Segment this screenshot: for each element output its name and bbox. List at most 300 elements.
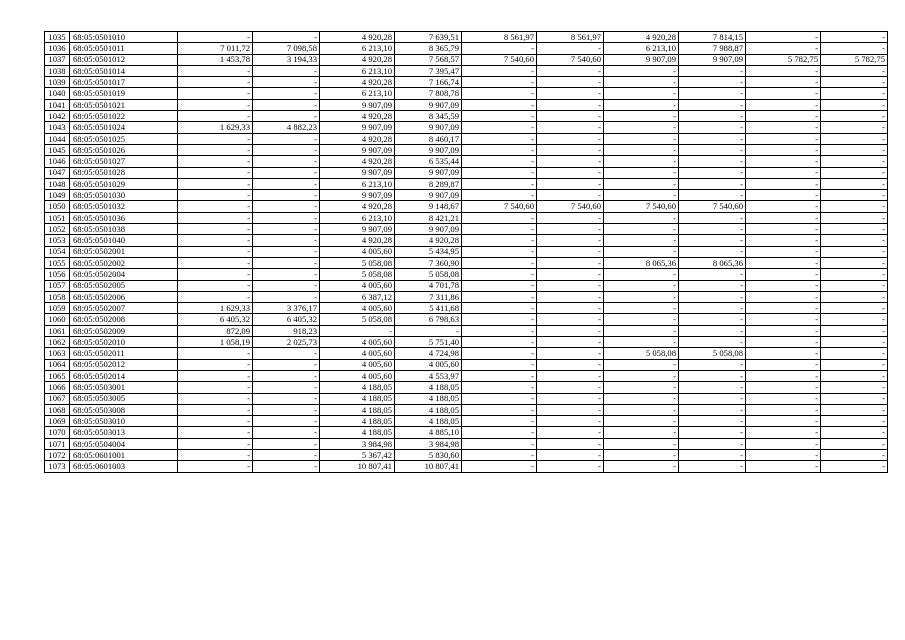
value-cell: - [537,359,604,370]
row-number-cell: 1065 [45,370,70,381]
value-cell: - [746,280,821,291]
cadastral-number-cell: 68:05:0503008 [70,404,178,415]
value-cell: - [821,461,888,472]
value-cell: - [537,99,604,110]
value-cell: - [746,190,821,201]
value-cell: 4 005,60 [320,303,395,314]
value-cell: 918,23 [253,325,320,336]
cadastral-number-cell: 68:05:0502011 [70,348,178,359]
value-cell: - [746,77,821,88]
table-row [45,167,888,178]
table-row [45,190,888,201]
table-row [45,348,888,359]
table-row [45,382,888,393]
value-cell: 4 005,60 [320,337,395,348]
value-cell: - [253,190,320,201]
cadastral-number-cell: 68:05:0501038 [70,224,178,235]
row-number-cell: 1041 [45,99,70,110]
row-number-cell: 1067 [45,393,70,404]
table-row [45,269,888,280]
value-cell: - [537,235,604,246]
value-cell: - [320,325,395,336]
value-cell: - [178,427,253,438]
value-cell: - [821,325,888,336]
row-number-cell: 1050 [45,201,70,212]
value-cell: - [604,382,679,393]
value-cell: - [462,178,537,189]
value-cell: - [178,291,253,302]
value-cell: 6 535,44 [395,156,462,167]
value-cell: - [462,269,537,280]
cadastral-number-cell: 68:05:0501011 [70,43,178,54]
table-row [45,393,888,404]
row-number-cell: 1042 [45,111,70,122]
value-cell: - [462,43,537,54]
value-cell: - [462,65,537,76]
value-cell: - [462,156,537,167]
value-cell: - [821,359,888,370]
row-number-cell: 1051 [45,212,70,223]
value-cell: - [537,416,604,427]
value-cell: - [679,303,746,314]
value-cell: 4 882,23 [253,122,320,133]
value-cell: - [821,144,888,155]
cadastral-number-cell: 68:05:0502001 [70,246,178,257]
value-cell: 8 345,59 [395,111,462,122]
value-cell: - [178,77,253,88]
value-cell: - [679,461,746,472]
value-cell: - [178,224,253,235]
value-cell: - [746,43,821,54]
value-cell: - [537,144,604,155]
value-cell: - [178,461,253,472]
cadastral-number-cell: 68:05:0601003 [70,461,178,472]
table-row [45,201,888,212]
value-cell: - [537,111,604,122]
row-number-cell: 1040 [45,88,70,99]
cadastral-value-table [44,31,888,473]
value-cell: 4 005,60 [320,359,395,370]
value-cell: - [253,370,320,381]
table-row [45,77,888,88]
value-cell: - [178,280,253,291]
value-cell: - [253,348,320,359]
cadastral-number-cell: 68:05:0502005 [70,280,178,291]
value-cell: - [178,167,253,178]
cadastral-number-cell: 68:05:0502004 [70,269,178,280]
value-cell: 4 005,60 [320,280,395,291]
cadastral-number-cell: 68:05:0502002 [70,257,178,268]
value-cell: - [537,404,604,415]
value-cell: 9 907,09 [395,99,462,110]
row-number-cell: 1044 [45,133,70,144]
table-row [45,257,888,268]
value-cell: - [746,337,821,348]
value-cell: - [604,235,679,246]
value-cell: - [821,314,888,325]
value-cell: 9 907,09 [395,144,462,155]
value-cell: 4 920,28 [320,235,395,246]
cadastral-number-cell: 68:05:0501026 [70,144,178,155]
table-row [45,144,888,155]
value-cell: - [604,111,679,122]
value-cell: - [679,449,746,460]
value-cell: - [679,167,746,178]
value-cell: 5 058,08 [320,314,395,325]
value-cell: 4 885,10 [395,427,462,438]
value-cell: 7 540,60 [462,201,537,212]
cadastral-number-cell: 68:05:0502010 [70,337,178,348]
value-cell: - [604,280,679,291]
value-cell: 9 907,09 [395,190,462,201]
row-number-cell: 1063 [45,348,70,359]
value-cell: 4 920,28 [320,77,395,88]
value-cell: - [537,77,604,88]
value-cell: 6 798,63 [395,314,462,325]
row-number-cell: 1072 [45,449,70,460]
value-cell: - [746,144,821,155]
value-cell: - [253,32,320,43]
value-cell: - [746,246,821,257]
row-number-cell: 1053 [45,235,70,246]
value-cell: - [462,122,537,133]
value-cell: - [178,382,253,393]
value-cell: - [821,404,888,415]
cadastral-number-cell: 68:05:0501027 [70,156,178,167]
value-cell: 6 213,10 [320,65,395,76]
value-cell: 9 148,67 [395,201,462,212]
value-cell: 4 920,28 [395,235,462,246]
value-cell: - [253,359,320,370]
cadastral-number-cell: 68:05:0502006 [70,291,178,302]
value-cell: - [253,88,320,99]
value-cell: 9 907,09 [679,54,746,65]
value-cell: 4 920,28 [320,111,395,122]
value-cell: 7 011,72 [178,43,253,54]
value-cell: - [679,190,746,201]
value-cell: - [178,257,253,268]
value-cell: - [746,88,821,99]
value-cell: 9 907,09 [320,122,395,133]
value-cell: 4 188,05 [395,416,462,427]
value-cell: - [462,393,537,404]
value-cell: - [604,99,679,110]
value-cell: - [821,235,888,246]
value-cell: - [821,449,888,460]
row-number-cell: 1056 [45,269,70,280]
value-cell: - [604,370,679,381]
row-number-cell: 1046 [45,156,70,167]
value-cell: - [821,122,888,133]
value-cell: 6 213,10 [320,88,395,99]
table-row [45,32,888,43]
value-cell: - [462,382,537,393]
value-cell: 4 188,05 [395,382,462,393]
value-cell: 4 005,60 [320,370,395,381]
value-cell: - [462,404,537,415]
value-cell: - [462,235,537,246]
value-cell: - [253,77,320,88]
value-cell: 4 188,05 [320,382,395,393]
cadastral-number-cell: 68:05:0501017 [70,77,178,88]
value-cell: - [178,348,253,359]
value-cell: - [537,122,604,133]
value-cell: - [821,212,888,223]
value-cell: - [462,224,537,235]
cadastral-number-cell: 68:05:0501024 [70,122,178,133]
value-cell: - [679,133,746,144]
value-cell: - [746,235,821,246]
value-cell: - [253,404,320,415]
value-cell: - [746,314,821,325]
value-cell: - [821,65,888,76]
value-cell: - [462,99,537,110]
value-cell: 4 920,28 [320,156,395,167]
value-cell: - [178,438,253,449]
value-cell: 7 988,87 [679,43,746,54]
row-number-cell: 1054 [45,246,70,257]
value-cell: - [604,65,679,76]
value-cell: - [679,382,746,393]
value-cell: - [537,325,604,336]
table-row [45,246,888,257]
value-cell: 6 213,10 [320,212,395,223]
value-cell: - [604,303,679,314]
value-cell: - [178,32,253,43]
value-cell: - [746,393,821,404]
value-cell: - [253,111,320,122]
value-cell: - [537,224,604,235]
value-cell: - [178,269,253,280]
table-row [45,133,888,144]
value-cell: - [679,280,746,291]
value-cell: - [253,224,320,235]
value-cell: - [253,393,320,404]
value-cell: 6 387,12 [320,291,395,302]
value-cell: - [253,178,320,189]
value-cell: 9 907,09 [320,190,395,201]
value-cell: 5 411,68 [395,303,462,314]
value-cell: 7 639,51 [395,32,462,43]
value-cell: 8 065,36 [604,257,679,268]
value-cell: - [462,325,537,336]
value-cell: - [746,99,821,110]
value-cell: - [821,190,888,201]
value-cell: - [821,224,888,235]
value-cell: - [178,190,253,201]
value-cell: - [821,178,888,189]
value-cell: - [462,190,537,201]
value-cell: - [746,111,821,122]
value-cell: 3 984,98 [395,438,462,449]
row-number-cell: 1036 [45,43,70,54]
value-cell: 5 058,08 [320,269,395,280]
value-cell: - [604,314,679,325]
row-number-cell: 1057 [45,280,70,291]
value-cell: 4 188,05 [320,416,395,427]
table-row [45,43,888,54]
value-cell: - [537,88,604,99]
table-row [45,325,888,336]
row-number-cell: 1047 [45,167,70,178]
table-row [45,88,888,99]
value-cell: - [253,382,320,393]
value-cell: - [537,190,604,201]
value-cell: - [679,393,746,404]
value-cell: 6 405,32 [178,314,253,325]
value-cell: - [821,348,888,359]
cadastral-number-cell: 68:05:0501028 [70,167,178,178]
value-cell: - [746,291,821,302]
value-cell: 8 460,17 [395,133,462,144]
value-cell: - [679,111,746,122]
value-cell: - [178,449,253,460]
value-cell: - [462,280,537,291]
value-cell: - [821,303,888,314]
value-cell: - [746,404,821,415]
row-number-cell: 1058 [45,291,70,302]
value-cell: - [395,325,462,336]
value-cell: 6 213,10 [320,178,395,189]
cadastral-number-cell: 68:05:0501010 [70,32,178,43]
value-cell: 2 025,73 [253,337,320,348]
value-cell: - [462,449,537,460]
value-cell: - [821,416,888,427]
row-number-cell: 1073 [45,461,70,472]
value-cell: 5 058,08 [679,348,746,359]
value-cell: - [462,133,537,144]
value-cell: - [821,201,888,212]
value-cell: - [821,257,888,268]
value-cell: - [679,291,746,302]
value-cell: - [604,291,679,302]
value-cell: 10 807,41 [320,461,395,472]
value-cell: - [679,65,746,76]
value-cell: - [821,427,888,438]
value-cell: 4 920,28 [604,32,679,43]
cadastral-number-cell: 68:05:0501012 [70,54,178,65]
cadastral-number-cell: 68:05:0501019 [70,88,178,99]
table-row [45,54,888,65]
value-cell: - [178,178,253,189]
value-cell: 9 907,09 [320,99,395,110]
value-cell: 5 058,08 [604,348,679,359]
value-cell: 8 561,97 [537,32,604,43]
value-cell: - [537,382,604,393]
value-cell: - [178,201,253,212]
value-cell: - [462,461,537,472]
value-cell: - [253,212,320,223]
value-cell: - [746,178,821,189]
value-cell: - [746,416,821,427]
value-cell: 4 188,05 [320,404,395,415]
value-cell: 1 453,78 [178,54,253,65]
value-cell: - [537,303,604,314]
value-cell: 5 830,60 [395,449,462,460]
value-cell: - [604,212,679,223]
value-cell: - [746,449,821,460]
table-row [45,461,888,472]
value-cell: 6 213,10 [604,43,679,54]
value-cell: - [746,370,821,381]
value-cell: 4 920,28 [320,133,395,144]
value-cell: - [253,167,320,178]
value-cell: - [462,111,537,122]
row-number-cell: 1035 [45,32,70,43]
value-cell: - [178,212,253,223]
value-cell: 1 629,33 [178,303,253,314]
value-cell: 7 311,86 [395,291,462,302]
value-cell: 4 724,98 [395,348,462,359]
value-cell: - [537,246,604,257]
table-row [45,178,888,189]
value-cell: - [253,235,320,246]
value-cell: 4 188,05 [320,393,395,404]
value-cell: 7 540,60 [537,201,604,212]
value-cell: - [604,438,679,449]
value-cell: 4 188,05 [395,404,462,415]
value-cell: - [604,404,679,415]
value-cell: - [253,449,320,460]
value-cell: - [821,88,888,99]
value-cell: 8 065,36 [679,257,746,268]
value-cell: - [537,65,604,76]
value-cell: - [462,77,537,88]
row-number-cell: 1049 [45,190,70,201]
row-number-cell: 1062 [45,337,70,348]
value-cell: - [178,65,253,76]
value-cell: 5 751,40 [395,337,462,348]
value-cell: 8 421,21 [395,212,462,223]
value-cell: - [821,111,888,122]
value-cell: - [537,337,604,348]
value-cell: 7 360,90 [395,257,462,268]
value-cell: - [537,314,604,325]
cadastral-number-cell: 68:05:0503001 [70,382,178,393]
value-cell: - [178,99,253,110]
table-row [45,291,888,302]
row-number-cell: 1060 [45,314,70,325]
value-cell: - [537,348,604,359]
row-number-cell: 1061 [45,325,70,336]
value-cell: 9 907,09 [395,167,462,178]
value-cell: - [821,393,888,404]
cadastral-number-cell: 68:05:0503013 [70,427,178,438]
table-row [45,416,888,427]
row-number-cell: 1071 [45,438,70,449]
row-number-cell: 1039 [45,77,70,88]
cadastral-number-cell: 68:05:0501022 [70,111,178,122]
cadastral-number-cell: 68:05:0502014 [70,370,178,381]
value-cell: - [679,325,746,336]
value-cell: - [178,144,253,155]
value-cell: - [462,144,537,155]
value-cell: 8 365,79 [395,43,462,54]
value-cell: - [679,370,746,381]
value-cell: - [253,156,320,167]
table-row [45,111,888,122]
value-cell: - [746,133,821,144]
value-cell: - [821,370,888,381]
value-cell: - [604,77,679,88]
value-cell: - [746,257,821,268]
cadastral-number-cell: 68:05:0501025 [70,133,178,144]
value-cell: - [178,393,253,404]
value-cell: 7 540,60 [604,201,679,212]
value-cell: - [537,178,604,189]
value-cell: - [604,156,679,167]
value-cell: 872,09 [178,325,253,336]
